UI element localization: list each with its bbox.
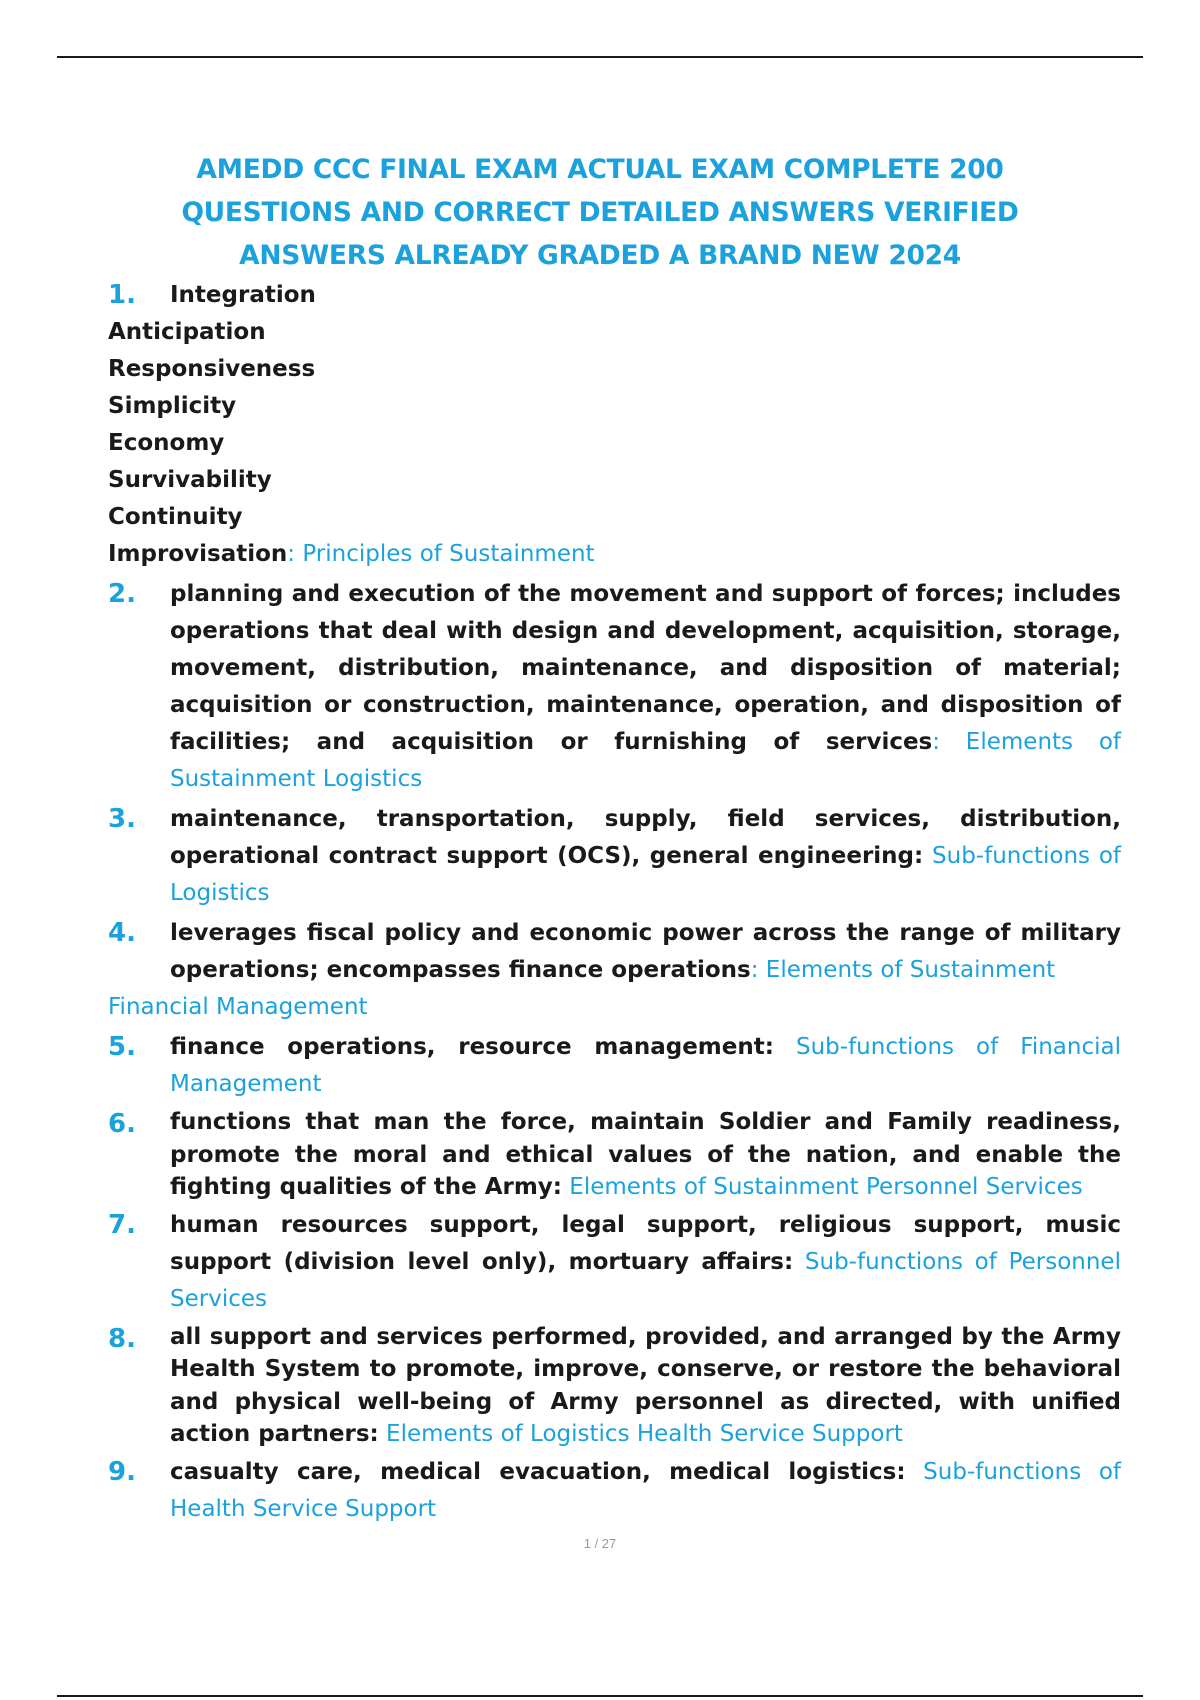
item-line-text: Improvisation — [108, 541, 288, 567]
question-list — [108, 277, 1121, 1528]
item-line: Economy — [108, 430, 225, 456]
answer-category: Sub-functions of Health Service Support — [170, 1458, 1121, 1522]
question-text: maintenance, transportation, supply, field services, distribution, operational contract support (OCS), general engineering: — [170, 806, 1121, 869]
question-item-5 — [108, 1029, 1121, 1103]
answer-category: Sub-functions of Personnel Services — [170, 1248, 1121, 1312]
answer-category: Elements of Sustainment Personnel Services — [562, 1174, 1083, 1200]
item-line: Survivability — [108, 467, 272, 493]
answer-category: : Principles of Sustainment — [287, 541, 595, 567]
question-number: 2. — [108, 579, 136, 609]
question-item-1 — [108, 277, 1121, 314]
bottom-rule — [57, 1695, 1143, 1697]
question-number: 4. — [108, 918, 136, 948]
title-line-2: QUESTIONS AND CORRECT DETAILED ANSWERS VERIFIED — [181, 197, 1019, 228]
question-text: all support and services performed, provided, and arranged by the Army Health System to promote, improve, conserve, or restore the behavioral and physical well-being of Army personnel as directed, with unified action partners: — [170, 1323, 1121, 1447]
title-line-1: AMEDD CCC FINAL EXAM ACTUAL EXAM COMPLETE 200 — [196, 154, 1004, 185]
item-line-last — [108, 536, 1121, 573]
answer-category: Sub-functions of Financial Management — [170, 1034, 1121, 1097]
question-item-3 — [108, 801, 1121, 912]
top-rule — [57, 56, 1143, 58]
question-text: casualty care, medical evacuation, medical logistics: — [170, 1458, 906, 1485]
question-number: 7. — [108, 1209, 136, 1240]
document-title — [150, 148, 1050, 277]
question-item-7 — [108, 1207, 1121, 1318]
item-line: Simplicity — [108, 393, 237, 419]
item-line: Anticipation — [108, 319, 266, 345]
question-text: planning and execution of the movement and support of forces; includes operations that deal with design and development, acquisition, storage, movement, distribution, maintenance, and disposition of material; acquisition or construction, maintenance, operation, and disposition of facilities; and acquisition or furnishing of services — [170, 581, 1121, 755]
answer-category: : Elements of Sustainment Logistics — [170, 729, 1121, 792]
answer-category: Elements of Logistics Health Service Support — [378, 1421, 903, 1447]
question-number: 3. — [108, 804, 136, 834]
question-number: 9. — [108, 1456, 136, 1487]
item-line: Integration — [170, 282, 316, 308]
question-item-9 — [108, 1454, 1121, 1528]
question-number: 1. — [108, 280, 136, 310]
item-line: Responsiveness — [108, 356, 316, 382]
question-text: human resources support, legal support, religious support, music support (division level only), mortuary affairs: — [170, 1211, 1121, 1275]
answer-category: : Elements of Sustainment — [750, 957, 1056, 983]
question-number: 5. — [108, 1032, 136, 1062]
question-text: finance operations, resource management: — [170, 1034, 774, 1060]
question-number: 8. — [108, 1323, 136, 1354]
question-text: functions that man the force, maintain Soldier and Family readiness, promote the moral and ethical values of the nation, and enable the fighting qualities of the Army: — [170, 1109, 1121, 1200]
question-item-4 — [108, 915, 1121, 989]
question-text: leverages fiscal policy and economic power across the range of military operations; encompasses finance operations — [170, 920, 1121, 983]
answer-continuation — [108, 989, 1121, 1026]
question-item-8 — [108, 1321, 1121, 1451]
title-line-3: ANSWERS ALREADY GRADED A BRAND NEW 2024 — [239, 240, 961, 271]
answer-category: Sub-functions of Logistics — [170, 843, 1121, 906]
page-indicator: 1 / 27 — [583, 1536, 617, 1551]
question-item-2 — [108, 576, 1121, 798]
question-number: 6. — [108, 1109, 136, 1139]
answer-category-cont: Financial Management — [108, 994, 368, 1020]
item-line: Continuity — [108, 504, 243, 530]
question-item-6 — [108, 1106, 1121, 1204]
